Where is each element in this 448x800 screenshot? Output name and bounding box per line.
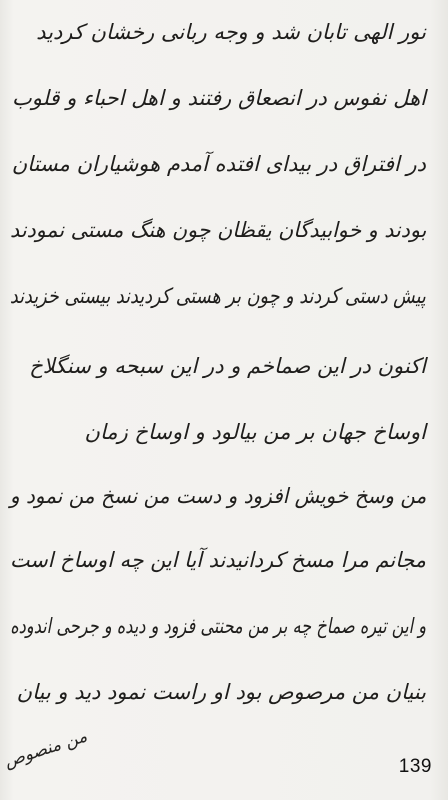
text-line-11: بنیان من مرصوص بود او راست نمود دید و بیان bbox=[16, 680, 426, 704]
text-line-6: اکنون در این صماخم و در این سبحه و سنگلاخ bbox=[29, 354, 426, 378]
text-line-5: پیش دستی کردند و چون بر هستی کردیدند بیستی خزیدند bbox=[10, 284, 426, 308]
text-line-7: اوساخ جهان بر من بیالود و اوساخ زمان bbox=[84, 420, 426, 444]
text-line-2: اهل نفوس در انصعاق رفتند و اهل احباء و قلوب bbox=[11, 86, 426, 110]
text-line-9: مجانم مرا مسخ کردانیدند آیا این چه اوساخ است bbox=[10, 548, 426, 572]
page-number: 139 bbox=[398, 756, 432, 777]
text-line-1: نور الهی تابان شد و وجه ربانی رخشان کردید bbox=[36, 20, 426, 44]
closing-phrase: من منصوص bbox=[1, 726, 90, 772]
text-line-10: و این تیره صماخ چه بر من محنتی فزود و دیده و جرحی اندوده bbox=[10, 614, 426, 638]
text-line-3: در افتراق در بیدای افتده آمدم هوشیاران مستان bbox=[11, 152, 426, 176]
text-line-8: من وسخ خویش افزود و دست من نسخ من نمود و bbox=[9, 484, 426, 508]
text-line-4: بودند و خوابیدگان یقظان چون هنگ مستی نمودند bbox=[9, 218, 426, 242]
